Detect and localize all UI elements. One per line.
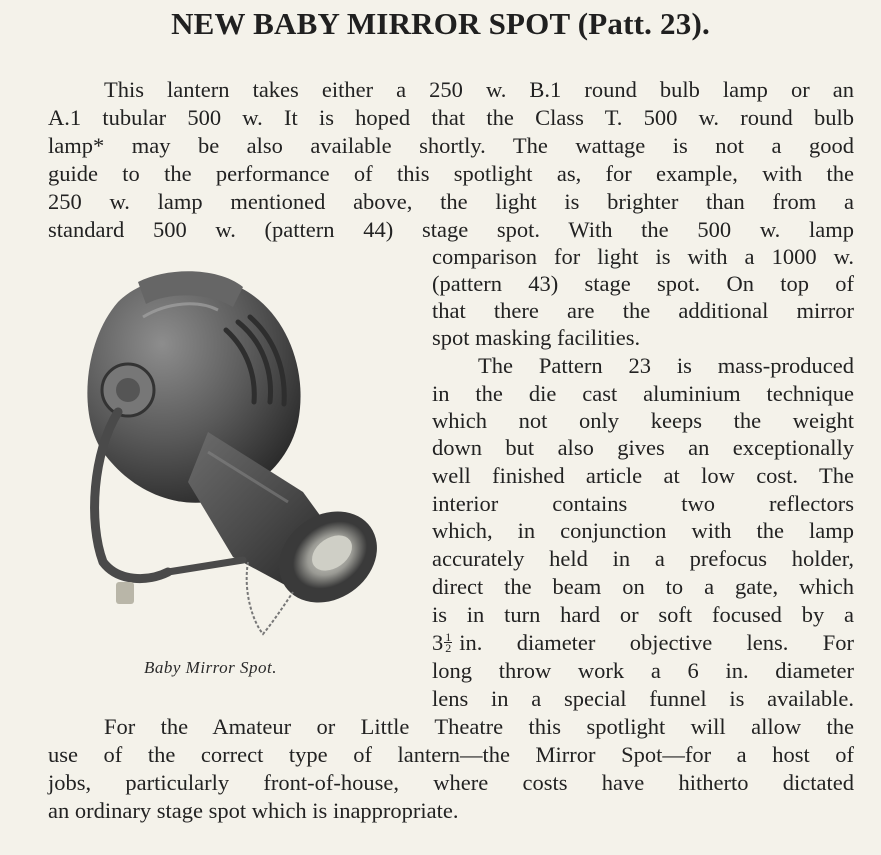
body-line: jobs, particularly front-of-house, where costs have hitherto dictated (48, 770, 854, 795)
body-line: lamp* may be also available shortly. The wattage is not a good (48, 133, 854, 158)
body-line: comparison for light is with a 1000 w. (432, 244, 854, 269)
fraction-numerator: 1 (445, 630, 452, 644)
body-line: lens in a special funnel is available. (432, 686, 854, 711)
body-line: 250 w. lamp mentioned above, the light is brighter than from a (48, 189, 854, 214)
body-line: The Pattern 23 is mass-produced (478, 353, 854, 378)
body-line: A.1 tubular 500 w. It is hoped that the Class T. 500 w. round bulb (48, 105, 854, 130)
body-line: which not only keeps the weight (432, 408, 854, 433)
body-line: spot masking facilities. (432, 325, 641, 350)
body-line: (pattern 43) stage spot. On top of (432, 271, 854, 296)
body-line: that there are the additional mirror (432, 298, 854, 323)
body-line: is in turn hard or soft focused by a (432, 602, 854, 627)
body-line: guide to the performance of this spotlight as, for example, with the (48, 161, 854, 186)
page-title: NEW BABY MIRROR SPOT (Patt. 23). (171, 6, 710, 41)
body-line: direct the beam on to a gate, which (432, 574, 854, 599)
body-line: in the die cast aluminium technique (432, 381, 854, 406)
body-line: standard 500 w. (pattern 44) stage spot. With the 500 w. lamp (48, 217, 854, 242)
body-line: This lantern takes either a 250 w. B.1 round bulb lamp or an (104, 77, 854, 102)
body-line: long throw work a 6 in. diameter (432, 658, 854, 683)
spotlight-photo (58, 262, 398, 650)
body-line: an ordinary stage spot which is inappropriate. (48, 798, 459, 823)
body-line: accurately held in a prefocus holder, (432, 546, 854, 571)
photo-caption: Baby Mirror Spot. (144, 658, 278, 677)
body-line: well finished article at low cost. The (432, 463, 854, 488)
body-line-with-fraction (432, 629, 854, 656)
body-line: For the Amateur or Little Theatre this spotlight will allow the (104, 714, 854, 739)
body-line: down but also gives an exceptionally (432, 435, 854, 460)
body-line: which, in conjunction with the lamp (432, 518, 854, 543)
fraction-denominator: 2 (445, 641, 452, 655)
lens-size-fraction (444, 632, 452, 653)
spotlight-illustration (58, 262, 398, 650)
body-line: interior contains two reflectors (432, 491, 854, 516)
body-line: use of the correct type of lantern—the Mirror Spot—for a host of (48, 742, 854, 767)
lens-size-whole: 3 (432, 630, 444, 655)
body-line: in. diameter objective lens. For (459, 630, 854, 655)
